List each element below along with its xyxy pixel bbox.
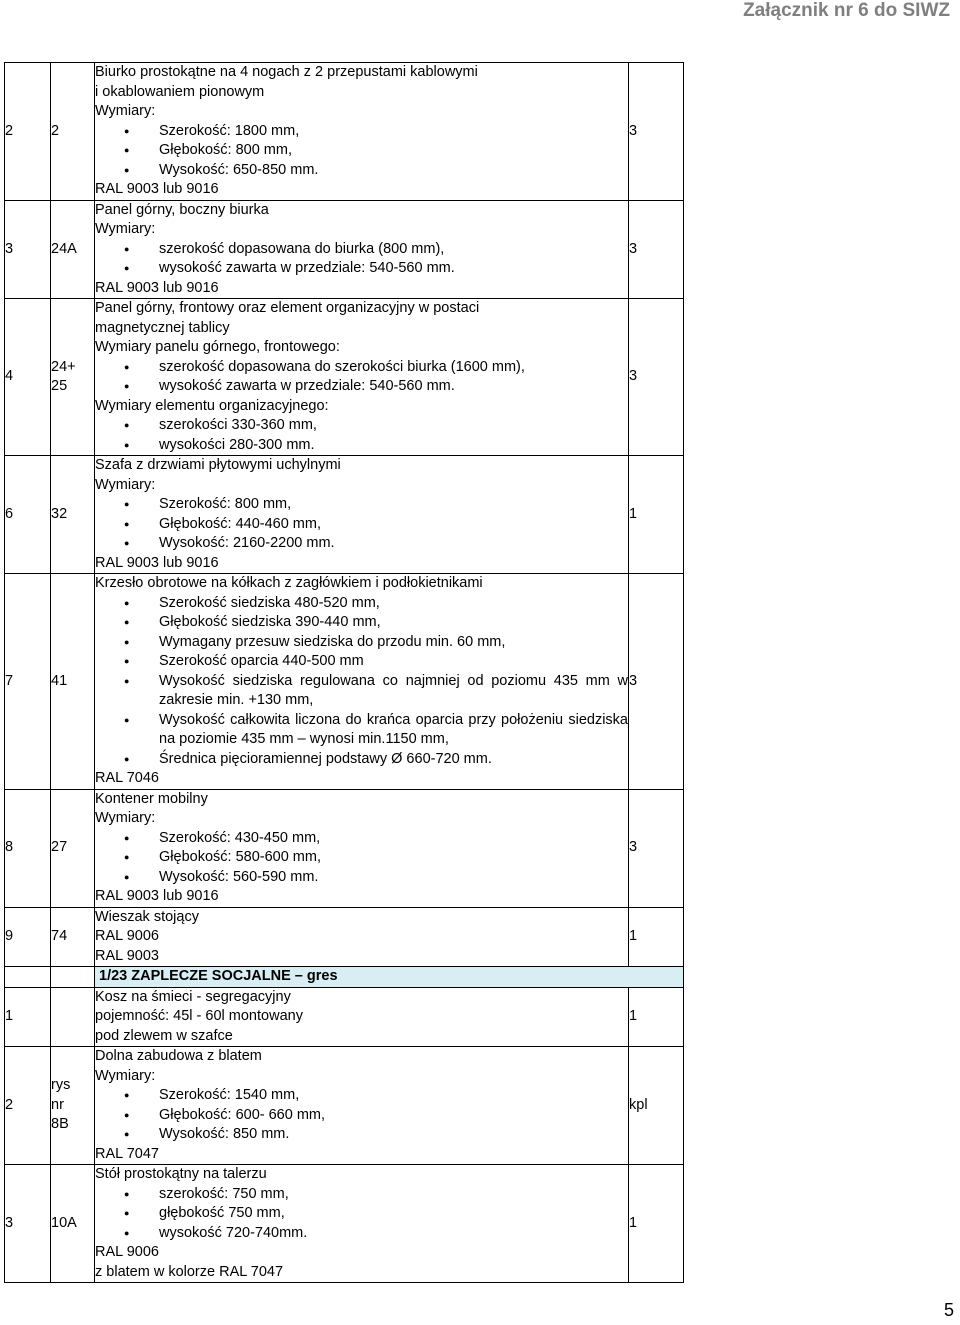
specification-table — [4, 62, 684, 1283]
table-row — [5, 200, 684, 299]
description-line: RAL 7046 — [95, 770, 159, 786]
description-line: RAL 9003 lub 9016 — [95, 279, 219, 296]
item-number: 8 — [5, 789, 51, 907]
spec-item: ● Głębokość: 580-600 mm, — [95, 848, 628, 868]
description-line: Wymiary elementu organizacyjnego: — [95, 397, 329, 414]
page-number: 5 — [943, 1300, 954, 1320]
table-row — [5, 456, 684, 574]
drawing-ref: 2 — [51, 63, 95, 201]
spec-item: ● Szerokość: 800 mm, — [95, 495, 628, 515]
item-number: 9 — [5, 907, 51, 967]
item-description — [95, 789, 629, 907]
quantity: 3 — [629, 299, 684, 456]
spec-item: ● Szerokość: 430-450 mm, — [95, 829, 628, 849]
description-line: pojemność: 45l - 60l montowany — [95, 1008, 303, 1024]
item-number: 2 — [5, 1047, 51, 1165]
spec-item: ● szerokości 330-360 mm, — [95, 416, 628, 436]
table-row — [5, 574, 684, 790]
drawing-ref: 41 — [51, 574, 95, 790]
spec-item: ● Średnica pięcioramiennej podstawy Ø 660-720 mm. — [95, 750, 628, 770]
description-line: i okablowaniem pionowym — [95, 83, 265, 100]
quantity: 1 — [629, 907, 684, 967]
spec-list — [95, 1086, 628, 1145]
item-description — [95, 574, 629, 790]
description-line: Wymiary panelu górnego, frontowego: — [95, 339, 340, 355]
drawing-ref: 74 — [51, 907, 95, 967]
spec-item: ● Szerokość siedziska 480-520 mm, — [95, 594, 628, 614]
item-description — [95, 1047, 629, 1165]
quantity: kpl — [629, 1047, 684, 1165]
item-number: 2 — [5, 63, 51, 201]
quantity: 3 — [629, 789, 684, 907]
description-line: Wymiary: — [95, 1067, 156, 1084]
quantity: 3 — [629, 200, 684, 299]
spec-list — [95, 358, 628, 397]
spec-item: ● Wysokość: 850 mm. — [95, 1125, 628, 1145]
table-row — [5, 907, 684, 967]
table-row — [5, 789, 684, 907]
item-number: 4 — [5, 299, 51, 456]
description-line: Panel górny, boczny biurka — [95, 201, 269, 218]
spec-item: ● Wysokość: 2160-2200 mm. — [95, 534, 628, 554]
section-title: 1/23 ZAPLECZE SOCJALNE – gres — [95, 967, 684, 988]
description-line: Wymiary: — [95, 476, 156, 493]
spec-item: ● głębokość 750 mm, — [95, 1204, 628, 1224]
item-description — [95, 299, 629, 456]
description-line: pod zlewem w szafce — [95, 1027, 233, 1044]
quantity: 3 — [629, 63, 684, 201]
table-body-socjalne — [5, 987, 684, 1283]
description-line: Wymiary: — [95, 221, 156, 237]
description-line: RAL 9003 lub 9016 — [95, 181, 219, 197]
spec-item: ● Szerokość: 1540 mm, — [95, 1086, 628, 1106]
description-line: z blatem w kolorze RAL 7047 — [95, 1263, 284, 1280]
spec-item: ● szerokość: 750 mm, — [95, 1185, 628, 1205]
spec-item: ● wysokości 280-300 mm. — [95, 436, 628, 456]
description-line: Wymiary: — [95, 103, 156, 119]
table-row — [5, 987, 684, 1047]
description-line: Szafa z drzwiami płytowymi uchylnymi — [95, 457, 341, 473]
drawing-ref: 32 — [51, 456, 95, 574]
description-line: Stół prostokątny na talerzu — [95, 1166, 267, 1182]
drawing-ref — [51, 987, 95, 1047]
item-description — [95, 907, 629, 967]
spec-item: ● Wysokość: 650-850 mm. — [95, 161, 628, 181]
description-line: RAL 9006 — [95, 928, 159, 944]
spec-item: ● Wymagany przesuw siedziska do przodu min. 60 mm, — [95, 633, 628, 653]
spec-list — [95, 240, 628, 279]
quantity: 1 — [629, 456, 684, 574]
item-description — [95, 987, 629, 1047]
item-description — [95, 63, 629, 201]
item-number: 3 — [5, 200, 51, 299]
spec-item: ● wysokość zawarta w przedziale: 540-560 mm. — [95, 259, 628, 279]
description-line: RAL 9006 — [95, 1244, 159, 1260]
description-line: Kosz na śmieci - segregacyjny — [95, 988, 291, 1005]
quantity: 1 — [629, 987, 684, 1047]
spec-item: ● Wysokość całkowita liczona do krańca oparcia przy położeniu siedziska na poziomie 435 mm – wynosi min.1150 mm, — [95, 711, 628, 750]
table-row — [5, 63, 684, 201]
section-row — [5, 967, 684, 988]
drawing-ref: 10A — [51, 1165, 95, 1283]
spec-item: ● Głębokość: 440-460 mm, — [95, 515, 628, 535]
spec-item: ● Wysokość siedziska regulowana co najmniej od poziomu 435 mm w zakresie min. +130 mm, — [95, 672, 628, 711]
spec-list — [95, 594, 628, 770]
table-row — [5, 1047, 684, 1165]
item-description — [95, 1165, 629, 1283]
spec-item: ● szerokość dopasowana do szerokości biurka (1600 mm), — [95, 358, 628, 378]
drawing-ref: 24A — [51, 200, 95, 299]
document-header: Załącznik nr 6 do SIWZ — [743, 0, 950, 21]
spec-item: ● wysokość zawarta w przedziale: 540-560 mm. — [95, 377, 628, 397]
spec-item: ● Głębokość: 800 mm, — [95, 141, 628, 161]
table-row — [5, 1165, 684, 1283]
description-line: RAL 9003 lub 9016 — [95, 554, 219, 571]
item-description — [95, 456, 629, 574]
spec-item: ● szerokość dopasowana do biurka (800 mm), — [95, 240, 628, 260]
description-line: Dolna zabudowa z blatem — [95, 1048, 262, 1064]
description-line: Wieszak stojący — [95, 908, 199, 925]
table-body-main — [5, 63, 684, 967]
spec-list — [95, 495, 628, 554]
description-line: Krzesło obrotowe na kółkach z zagłówkiem i podłokietnikami — [95, 575, 483, 591]
item-description — [95, 200, 629, 299]
quantity: 1 — [629, 1165, 684, 1283]
drawing-ref: rys nr 8B — [51, 1047, 95, 1165]
description-line: Wymiary: — [95, 810, 156, 826]
spec-item: ● Wysokość: 560-590 mm. — [95, 868, 628, 888]
quantity: 3 — [629, 574, 684, 790]
drawing-ref: 24+ 25 — [51, 299, 95, 456]
spec-list — [95, 122, 628, 181]
spec-item: ● Szerokość: 1800 mm, — [95, 122, 628, 142]
description-line: Biurko prostokątne na 4 nogach z 2 przepustami kablowymi — [95, 64, 478, 80]
item-number: 3 — [5, 1165, 51, 1283]
item-number: 7 — [5, 574, 51, 790]
spec-list — [95, 416, 628, 455]
spec-list — [95, 1185, 628, 1244]
table-section — [5, 967, 684, 988]
table-row — [5, 299, 684, 456]
description-line: RAL 9003 lub 9016 — [95, 888, 219, 904]
description-line: Kontener mobilny — [95, 790, 208, 807]
spec-item: ● Głębokość siedziska 390-440 mm, — [95, 613, 628, 633]
spec-list — [95, 829, 628, 888]
description-line: magnetycznej tablicy — [95, 319, 230, 336]
description-line: Panel górny, frontowy oraz element organizacyjny w postaci — [95, 300, 480, 316]
spec-item: ● Szerokość oparcia 440-500 mm — [95, 652, 628, 672]
spec-item: ● Głębokość: 600- 660 mm, — [95, 1106, 628, 1126]
description-line: RAL 7047 — [95, 1145, 159, 1162]
item-number: 1 — [5, 987, 51, 1047]
drawing-ref: 27 — [51, 789, 95, 907]
description-line: RAL 9003 — [95, 947, 159, 964]
spec-item: ● wysokość 720-740mm. — [95, 1224, 628, 1244]
item-number: 6 — [5, 456, 51, 574]
